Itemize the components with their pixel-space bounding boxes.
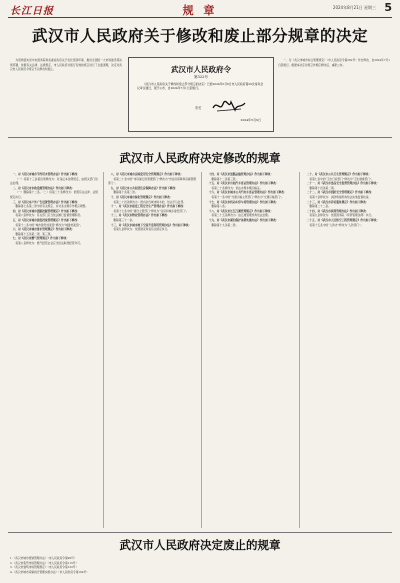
article-item (304, 190, 390, 199)
article-body: 将第十二条中的“城市建设档案馆”修改为“城建档案馆”。 (15, 222, 83, 227)
repeal-item: 1.《武汉市城市规划管理办法》（市人民政府令第99号） (10, 556, 77, 560)
article-heading: 七、对《武汉市燃气管理规定》作出如下修改： (12, 236, 70, 241)
article-item (10, 236, 98, 245)
mayor-signature-icon (211, 98, 247, 114)
modify-column-3 (206, 172, 294, 528)
article-heading: 二、对《武汉市市政设施管理办法》作出如下修改： (12, 185, 75, 190)
repeal-item: 3.《武汉市建筑市场管理规定》（市人民政府令第132号） (10, 565, 79, 570)
newspaper-logo: 长江日报 (10, 6, 54, 17)
article-item (10, 200, 98, 209)
modify-section-title: 武汉市人民政府决定修改的规章 (119, 151, 281, 165)
article-heading: 九、对《武汉市公共租赁住房保障办法》作出如下修改： (110, 185, 178, 190)
intro-left-text (10, 58, 122, 132)
article-body: 删除第十二条第三款。 (211, 176, 239, 181)
column-rule (103, 172, 104, 528)
article-heading: 五、对《武汉市城市建设档案管理规定》作出如下修改： (12, 217, 80, 222)
order-body: 《武汉市人民政府关于修改和废止部分规章的决定》已经2024年5月6日市人民政府第20次常务会议审议通过，现予公布，自2024年7月1日起施行。 (137, 82, 264, 91)
article-item (10, 172, 98, 186)
article-heading: 二十三、对《武汉市养老服务规定》作出如下修改： (306, 199, 369, 204)
repeal-list (10, 556, 390, 580)
article-body: 删除第十五条第二项、第三项。 (15, 231, 54, 236)
article-body: 删除第十四条第二项。 (309, 185, 337, 190)
order-number: 第322号 (193, 75, 209, 79)
article-heading: 二十五、对《武汉市人民防空工程管理规定》作出如下修改： (306, 217, 380, 222)
column-rule (299, 172, 300, 528)
article-heading: 八、对《武汉市城市房屋使用安全管理规定》作出如下修改： (110, 172, 184, 176)
article-heading: 十三、对《武汉市城市地下空间开发利用管理办法》作出如下修改： (110, 222, 192, 227)
masthead (0, 0, 400, 20)
article-body: 删除第十条第二款。 (113, 190, 138, 195)
article-heading: 一、对《武汉市城市节约用水管理办法》作出如下修改： (12, 172, 80, 176)
article-item (108, 195, 196, 204)
article-body: 将第十七条中的“建设主管部门”修改为“住房和城乡建设部门”。 (113, 208, 189, 213)
article-body: 将第七条中的“卫生行政部门”修改为“卫生健康部门”。 (309, 176, 375, 181)
column-rule (201, 172, 202, 528)
article-body: 将第十五条中的“人防办”修改为“人防部门”。 (309, 222, 364, 227)
article-item (304, 209, 390, 218)
article-item (304, 181, 390, 190)
article-body: 删除第八条。 (211, 204, 228, 209)
order-title: 武汉市人民政府令 (171, 65, 231, 74)
article-body: 将第九条修改为：依照国务院《殡葬管理条例》执行。 (309, 213, 374, 218)
article-body: 删除第三十一条。 (113, 217, 135, 222)
article-body: 删除第七条第二款中的有关规定，并对条文顺序作相应调整。 (15, 204, 88, 209)
article-heading: 十八、对《武汉市长江江滩管理规定》作出如下修改： (208, 208, 274, 213)
article-body: 将第二十四条修改为：擅自砍伐城市树木的，依法予以处罚。 (113, 199, 186, 204)
article-heading: 三、对《武汉市户外广告设置管理办法》作出如下修改： (12, 199, 80, 204)
repeal-section-title: 武汉市人民政府决定废止的规章 (119, 538, 281, 552)
article-heading: 十一、对《武汉市建设工程安全生产管理办法》作出如下修改： (110, 204, 186, 209)
article-item (108, 204, 196, 213)
article-item (108, 186, 196, 195)
section-divider (8, 137, 392, 138)
article-body: （一）删除第十二条。（二）将第二十条修改为：依照有关法律、法规规定执行。 (10, 190, 98, 199)
article-item (10, 218, 98, 227)
article-item (206, 172, 294, 181)
article-body: 删除第二十二条。 (309, 204, 331, 209)
article-body: （一）将第十三条第四项修改为：对违反本条例规定，由相关部门依法处理。 (10, 176, 98, 186)
intro-right-paragraph: 一、对《武汉市城市综合管理规定》（市人民政府令第282号）作出修改，自2024年7月1日起施行。根据本决定对规章作相应修改后，重新公布。 (278, 58, 390, 67)
article-item (304, 172, 390, 181)
article-item (108, 213, 196, 222)
article-item (10, 186, 98, 200)
article-body: 将第九条修改为：依照国家和省有关规定执行。 (113, 227, 170, 232)
article-item (206, 218, 294, 227)
article-item (108, 223, 196, 232)
article-heading: 十四、对《武汉市道路运输管理办法》作出如下修改： (208, 172, 274, 176)
modify-column-2 (108, 172, 196, 528)
masthead-rule (8, 17, 392, 18)
article-item (206, 181, 294, 190)
article-body: 将第二十五条修改为：由江滩管理机构依法处理。 (211, 213, 271, 218)
repeal-item: 4.《武汉市城市房屋拆迁管理实施办法》（市人民政府令第164号） (10, 569, 89, 574)
article-heading: 四、对《武汉市城市道路挖掘管理规定》作出如下修改： (12, 208, 80, 213)
article-item (206, 200, 294, 209)
article-heading: 十、对《武汉市城市绿化管理规定》作出如下修改： (110, 194, 173, 199)
article-body: 将第二十条中的“市房屋行政管理部门”修改为“市住房保障和房屋管理部门”。 (108, 176, 196, 186)
article-body: 将第十一条中的“交通运输主管部门”修改为“交通运输部门”。 (211, 194, 285, 199)
article-item (108, 172, 196, 186)
article-heading: 十七、对《武汉市机动车停车场管理办法》作出如下修改： (208, 199, 279, 204)
article-body: 将第十条修改为：消防救援机构依法实施监督检查。 (309, 194, 372, 199)
repeal-item: 2.《武汉市集贸市场管理办法》（市人民政府令第115号） (10, 560, 79, 565)
article-heading: 六、对《武汉市城市排水管理规定》作出如下修改： (12, 227, 75, 232)
government-order-box (128, 57, 274, 132)
intro-right-text (278, 58, 390, 132)
intro-left-paragraph: 为贯彻落实党中央国务院和省委省政府关于优化营商环境、推进全国统一大市场建设等决策部署，依据有关法律、法规规定，市人民政府对现行有效的规章进行了全面清理，决定对武汉市人民政府令规章予以修改和废止。 (10, 58, 122, 72)
article-heading: 十九、对《武汉市湖泊保护条例实施办法》作出如下修改： (208, 217, 279, 222)
modify-column-1 (10, 172, 98, 528)
section-divider (8, 532, 392, 533)
article-body: 将第二十条修改为：依法办理车辆运输证。 (211, 185, 263, 190)
article-body: 将第八条修改为：燃气经营企业应当依法取得经营许可。 (15, 240, 83, 245)
article-item (206, 209, 294, 218)
article-heading: 十二、对《武汉市物业管理办法》作出如下修改： (110, 213, 170, 218)
article-heading: 二十一、对《武汉市食品安全监督管理办法》作出如下修改： (306, 181, 380, 186)
modify-column-4 (304, 172, 390, 528)
page-number: 5 (384, 1, 392, 14)
article-item (304, 218, 390, 227)
article-heading: 二十二、对《武汉市消防安全管理规定》作出如下修改： (306, 190, 374, 195)
article-item (10, 227, 98, 236)
article-body: 删除第十九条第二款。 (211, 222, 239, 227)
page-headline: 武汉市人民政府关于修改和废止部分规章的决定 (31, 27, 368, 45)
article-heading: 二十、对《武汉市公共卫生管理规定》作出如下修改： (306, 172, 372, 176)
article-body: 将第六条修改为：有关部门应当依法履行监督管理职责。 (15, 213, 83, 218)
article-heading: 十五、对《武汉市出租汽车客运管理办法》作出如下修改： (208, 181, 279, 186)
article-item (304, 200, 390, 209)
section-name: 规 章 (182, 4, 218, 17)
article-item (206, 190, 294, 199)
article-item (10, 209, 98, 218)
issue-date: 2024年8月21日 星期三 (332, 5, 376, 10)
mayor-label: 市长 (195, 106, 202, 110)
order-date: 2024年5月9日 (240, 118, 261, 122)
article-heading: 十六、对《武汉市城市公共汽电车客运管理办法》作出如下修改： (208, 190, 287, 195)
article-heading: 二十四、对《武汉市殡葬管理办法》作出如下修改： (306, 208, 369, 213)
